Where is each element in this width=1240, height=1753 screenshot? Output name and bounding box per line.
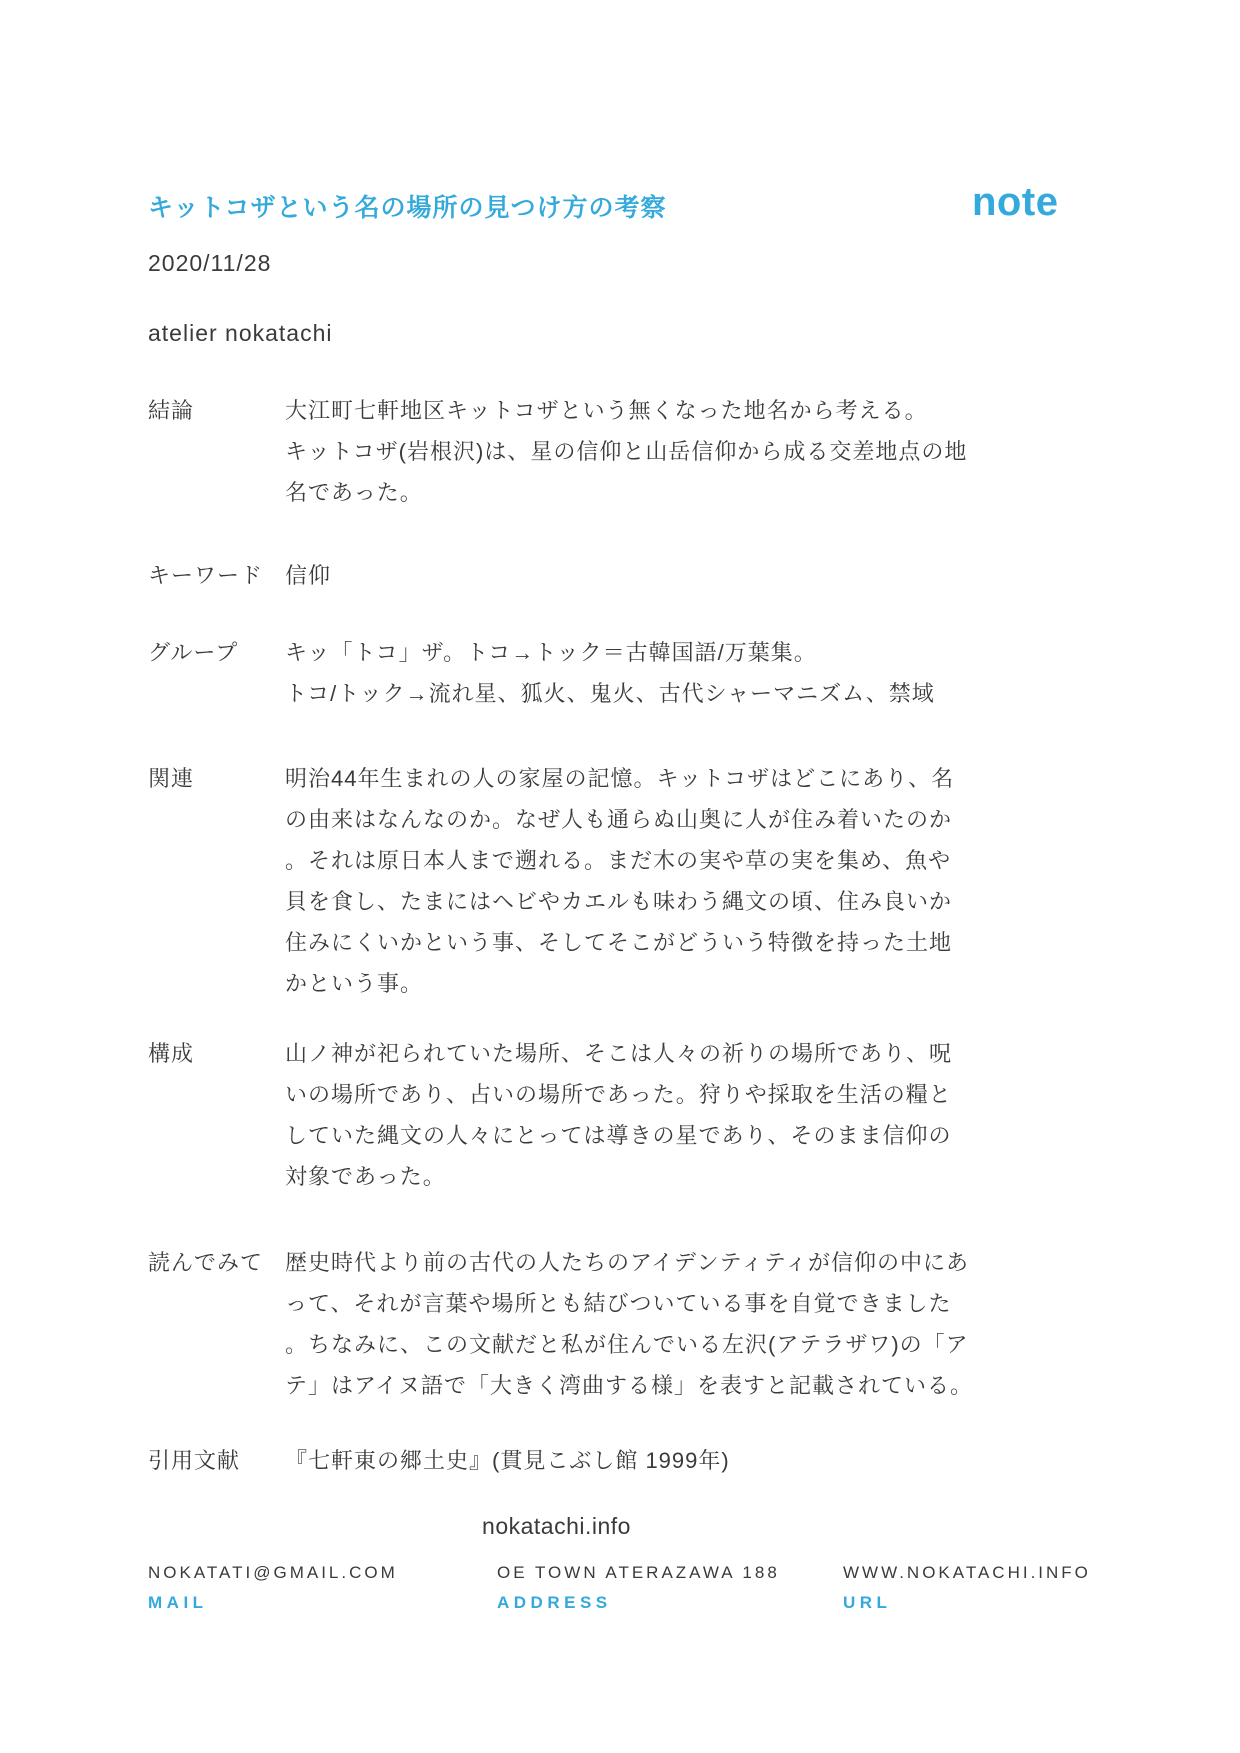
section-label: 結論 xyxy=(148,398,195,423)
section-line: 信仰 xyxy=(285,563,332,588)
footer-value: OE TOWN ATERAZAWA 188 xyxy=(497,1563,780,1582)
section-line: 。ちなみに、この文献だと私が住んでいる左沢(アテラザワ)の「ア xyxy=(285,1332,969,1357)
section-line: かという事。 xyxy=(285,971,424,996)
section-label: キーワード xyxy=(148,563,264,588)
section-content xyxy=(285,1033,978,1197)
site-domain-text: nokatachi.info xyxy=(482,1513,631,1539)
section-line: テ」はアイヌ語で「大きく湾曲する様」を表すと記載されている。 xyxy=(285,1373,974,1398)
section-label: 関連 xyxy=(148,766,195,791)
section-content xyxy=(285,632,978,714)
publish-date: 2020/11/28 xyxy=(148,250,272,276)
section-content xyxy=(285,1242,978,1406)
section-label: 引用文献 xyxy=(148,1448,241,1473)
section-line: いの場所であり、占いの場所であった。狩りや採取を生活の糧と xyxy=(285,1082,952,1107)
footer-label: URL xyxy=(843,1593,892,1612)
section-content xyxy=(285,1440,978,1481)
section-line: 大江町七軒地区キットコザという無くなった地名から考える。 xyxy=(285,398,928,423)
section-line: 。それは原日本人まで遡れる。まだ木の実や草の実を集め、魚や xyxy=(285,848,952,873)
section-line: キットコザ(岩根沢)は、星の信仰と山岳信仰から成る交差地点の地 xyxy=(285,439,968,464)
section-content xyxy=(285,390,978,513)
section-line: 住みにくいかという事、そしてそこがどういう特徴を持った土地 xyxy=(285,930,953,955)
section-line: 山ノ神が祀られていた場所、そこは人々の祈りの場所であり、呪 xyxy=(285,1041,953,1066)
section-line: って、それが言葉や場所とも結びついている事を自覚できました xyxy=(285,1291,952,1316)
footer-label: ADDRESS xyxy=(497,1593,612,1612)
section-line: 対象であった。 xyxy=(285,1164,446,1189)
footer-column xyxy=(497,1562,780,1613)
section-line: の由来はなんなのか。なぜ人も通らぬ山奥に人が住み着いたのか xyxy=(285,807,953,832)
section-line: 明治44年生まれの人の家屋の記憶。キットコザはどこにあり、名 xyxy=(285,766,955,791)
section-line: 名であった。 xyxy=(285,480,423,505)
section-line: 歴史時代より前の古代の人たちのアイデンティティが信仰の中にあ xyxy=(285,1250,970,1275)
section-content xyxy=(285,758,978,1004)
footer-value: NOKATATI@GMAIL.COM xyxy=(148,1563,398,1582)
footer-label: MAIL xyxy=(148,1593,208,1612)
section-line: キッ「トコ」ザ。トコ→トック＝古韓国語/万葉集。 xyxy=(285,640,817,665)
section-label: 読んでみて xyxy=(148,1250,264,1275)
footer-column xyxy=(148,1562,398,1613)
section-line: トコ/トック→流れ星、狐火、鬼火、古代シャーマニズム、禁域 xyxy=(285,681,935,706)
section-line: 貝を食し、たまにはヘビやカエルも味わう縄文の頃、住み良いか xyxy=(285,889,953,914)
footer-value: WWW.NOKATACHI.INFO xyxy=(843,1563,1091,1582)
section-line: していた縄文の人々にとっては導きの星であり、そのまま信仰の xyxy=(285,1123,952,1148)
section-label: グループ xyxy=(148,640,239,665)
section-line: 『七軒東の郷土史』(貫見こぶし館 1999年) xyxy=(285,1448,730,1473)
section-label: 構成 xyxy=(148,1041,195,1066)
section-content xyxy=(285,555,978,596)
note-logo: note xyxy=(972,180,1059,224)
page-title: キットコザという名の場所の見つけ方の考察 xyxy=(148,194,667,222)
footer-column xyxy=(843,1562,1091,1613)
author-name: atelier nokatachi xyxy=(148,320,333,346)
